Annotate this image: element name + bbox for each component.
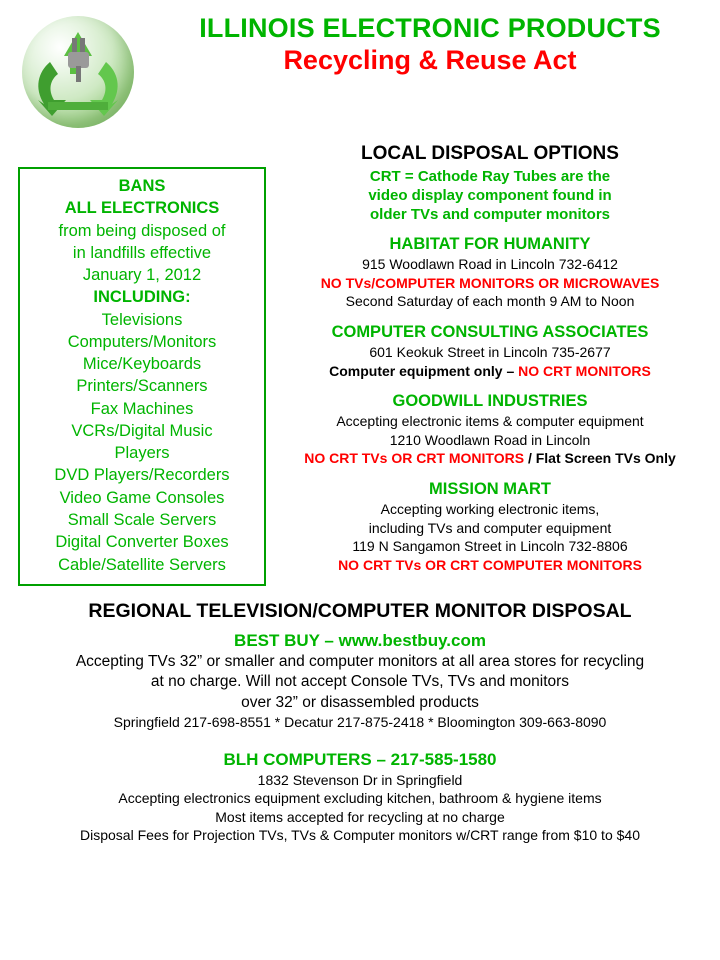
crt-note-line-1: CRT = Cathode Ray Tubes are the <box>369 167 611 185</box>
store-line-1: Accepting TVs 32” or smaller and computer monitors at all area stores for recycling <box>75 652 645 670</box>
store-name: BEST BUY – www.bestbuy.com <box>234 630 486 650</box>
store-line-2: at no charge. Will not accept Console TVs, TVs and monitors <box>150 673 570 691</box>
title-line-2: Recycling & Reuse Act <box>283 45 577 76</box>
org-restriction: NO CRT TVs OR CRT COMPUTER MONITORS <box>338 557 642 574</box>
store-line-3: over 32” or disassembled products <box>241 693 479 711</box>
bans-line: Printers/Scanners <box>76 377 208 396</box>
org-name: GOODWILL INDUSTRIES <box>392 392 588 411</box>
org-goodwill-industries <box>272 391 708 468</box>
org-hours: Second Saturday of each month 9 AM to Noon <box>345 293 635 310</box>
recycle-arrows-icon <box>22 16 134 128</box>
bans-line: January 1, 2012 <box>82 266 202 285</box>
store-fees: Disposal Fees for Projection TVs, TVs & Computer monitors w/CRT range from $10 to $40 <box>80 827 640 844</box>
local-disposal-section <box>266 143 712 586</box>
bans-line: DVD Players/Recorders <box>54 466 230 485</box>
bans-line: Fax Machines <box>90 399 194 418</box>
org-restriction <box>272 449 708 468</box>
store-best-buy <box>10 630 710 732</box>
local-disposal-heading: LOCAL DISPOSAL OPTIONS <box>361 143 619 164</box>
bans-line: BANS <box>118 177 166 195</box>
bans-line: Televisions <box>101 310 183 329</box>
org-restriction-red: NO CRT MONITORS <box>518 362 651 379</box>
org-address: 119 N Sangamon Street in Lincoln 732-8806 <box>352 538 628 555</box>
org-restriction: NO TVs/COMPUTER MONITORS OR MICROWAVES <box>320 274 660 291</box>
crt-note-line-2: video display component found in <box>368 186 612 204</box>
recycling-globe-plug-icon <box>10 8 150 133</box>
org-accepts-1: Accepting working electronic items, <box>380 500 600 517</box>
bans-line: from being disposed of <box>58 221 226 240</box>
bans-box <box>18 167 266 586</box>
org-restriction <box>272 362 708 381</box>
org-name: COMPUTER CONSULTING ASSOCIATES <box>331 323 649 342</box>
regional-disposal-section <box>0 600 720 845</box>
org-name: MISSION MART <box>429 480 551 499</box>
crt-note-line-3: older TVs and computer monitors <box>369 206 611 224</box>
org-restriction-red: NO CRT TVs OR CRT MONITORS <box>304 450 525 467</box>
org-address: 1210 Woodlawn Road in Lincoln <box>389 431 591 448</box>
org-accepts: Accepting electronic items & computer equipment <box>336 412 644 429</box>
org-restriction-black: Computer equipment only – <box>329 362 519 379</box>
bans-line: INCLUDING: <box>93 288 191 307</box>
org-address: 601 Keokuk Street in Lincoln 735-2677 <box>369 343 611 360</box>
store-line-3: Most items accepted for recycling at no charge <box>215 808 505 825</box>
org-name: HABITAT FOR HUMANITY <box>389 235 591 254</box>
bans-line: Digital Converter Boxes <box>55 533 229 552</box>
org-mission-mart <box>272 479 708 575</box>
org-computer-consulting-associates <box>272 322 708 380</box>
bans-line: Small Scale Servers <box>67 510 217 529</box>
crt-definition-note <box>272 167 708 225</box>
store-phones: Springfield 217-698-8551 * Decatur 217-875-2418 * Bloomington 309-663-8090 <box>113 714 607 731</box>
spacer <box>10 732 710 749</box>
main-columns <box>0 133 720 586</box>
store-blh-computers <box>10 749 710 845</box>
page-title <box>150 8 710 75</box>
bans-line: VCRs/Digital Music <box>71 421 213 440</box>
org-restriction-black: / Flat Screen TVs Only <box>524 450 676 467</box>
bans-line: ALL ELECTRONICS <box>64 199 220 218</box>
regional-heading: REGIONAL TELEVISION/COMPUTER MONITOR DISPOSAL <box>88 599 632 622</box>
store-address: 1832 Stevenson Dr in Springfield <box>257 771 463 788</box>
store-line-2: Accepting electronics equipment excluding kitchen, bathroom & hygiene items <box>118 790 602 807</box>
bans-line: Mice/Keyboards <box>82 355 202 374</box>
bans-line: Video Game Consoles <box>59 488 225 507</box>
org-habitat-for-humanity <box>272 234 708 311</box>
header <box>0 0 720 133</box>
store-name: BLH COMPUTERS – 217-585-1580 <box>223 749 497 769</box>
org-address: 915 Woodlawn Road in Lincoln 732-6412 <box>362 255 618 272</box>
org-accepts-2: including TVs and computer equipment <box>368 519 612 536</box>
bans-line: Players <box>114 444 170 463</box>
bans-line: in landfills effective <box>72 243 212 262</box>
title-line-1: ILLINOIS ELECTRONIC PRODUCTS <box>199 13 661 43</box>
bans-line: Computers/Monitors <box>67 332 217 351</box>
bans-line: Cable/Satellite Servers <box>58 555 226 574</box>
